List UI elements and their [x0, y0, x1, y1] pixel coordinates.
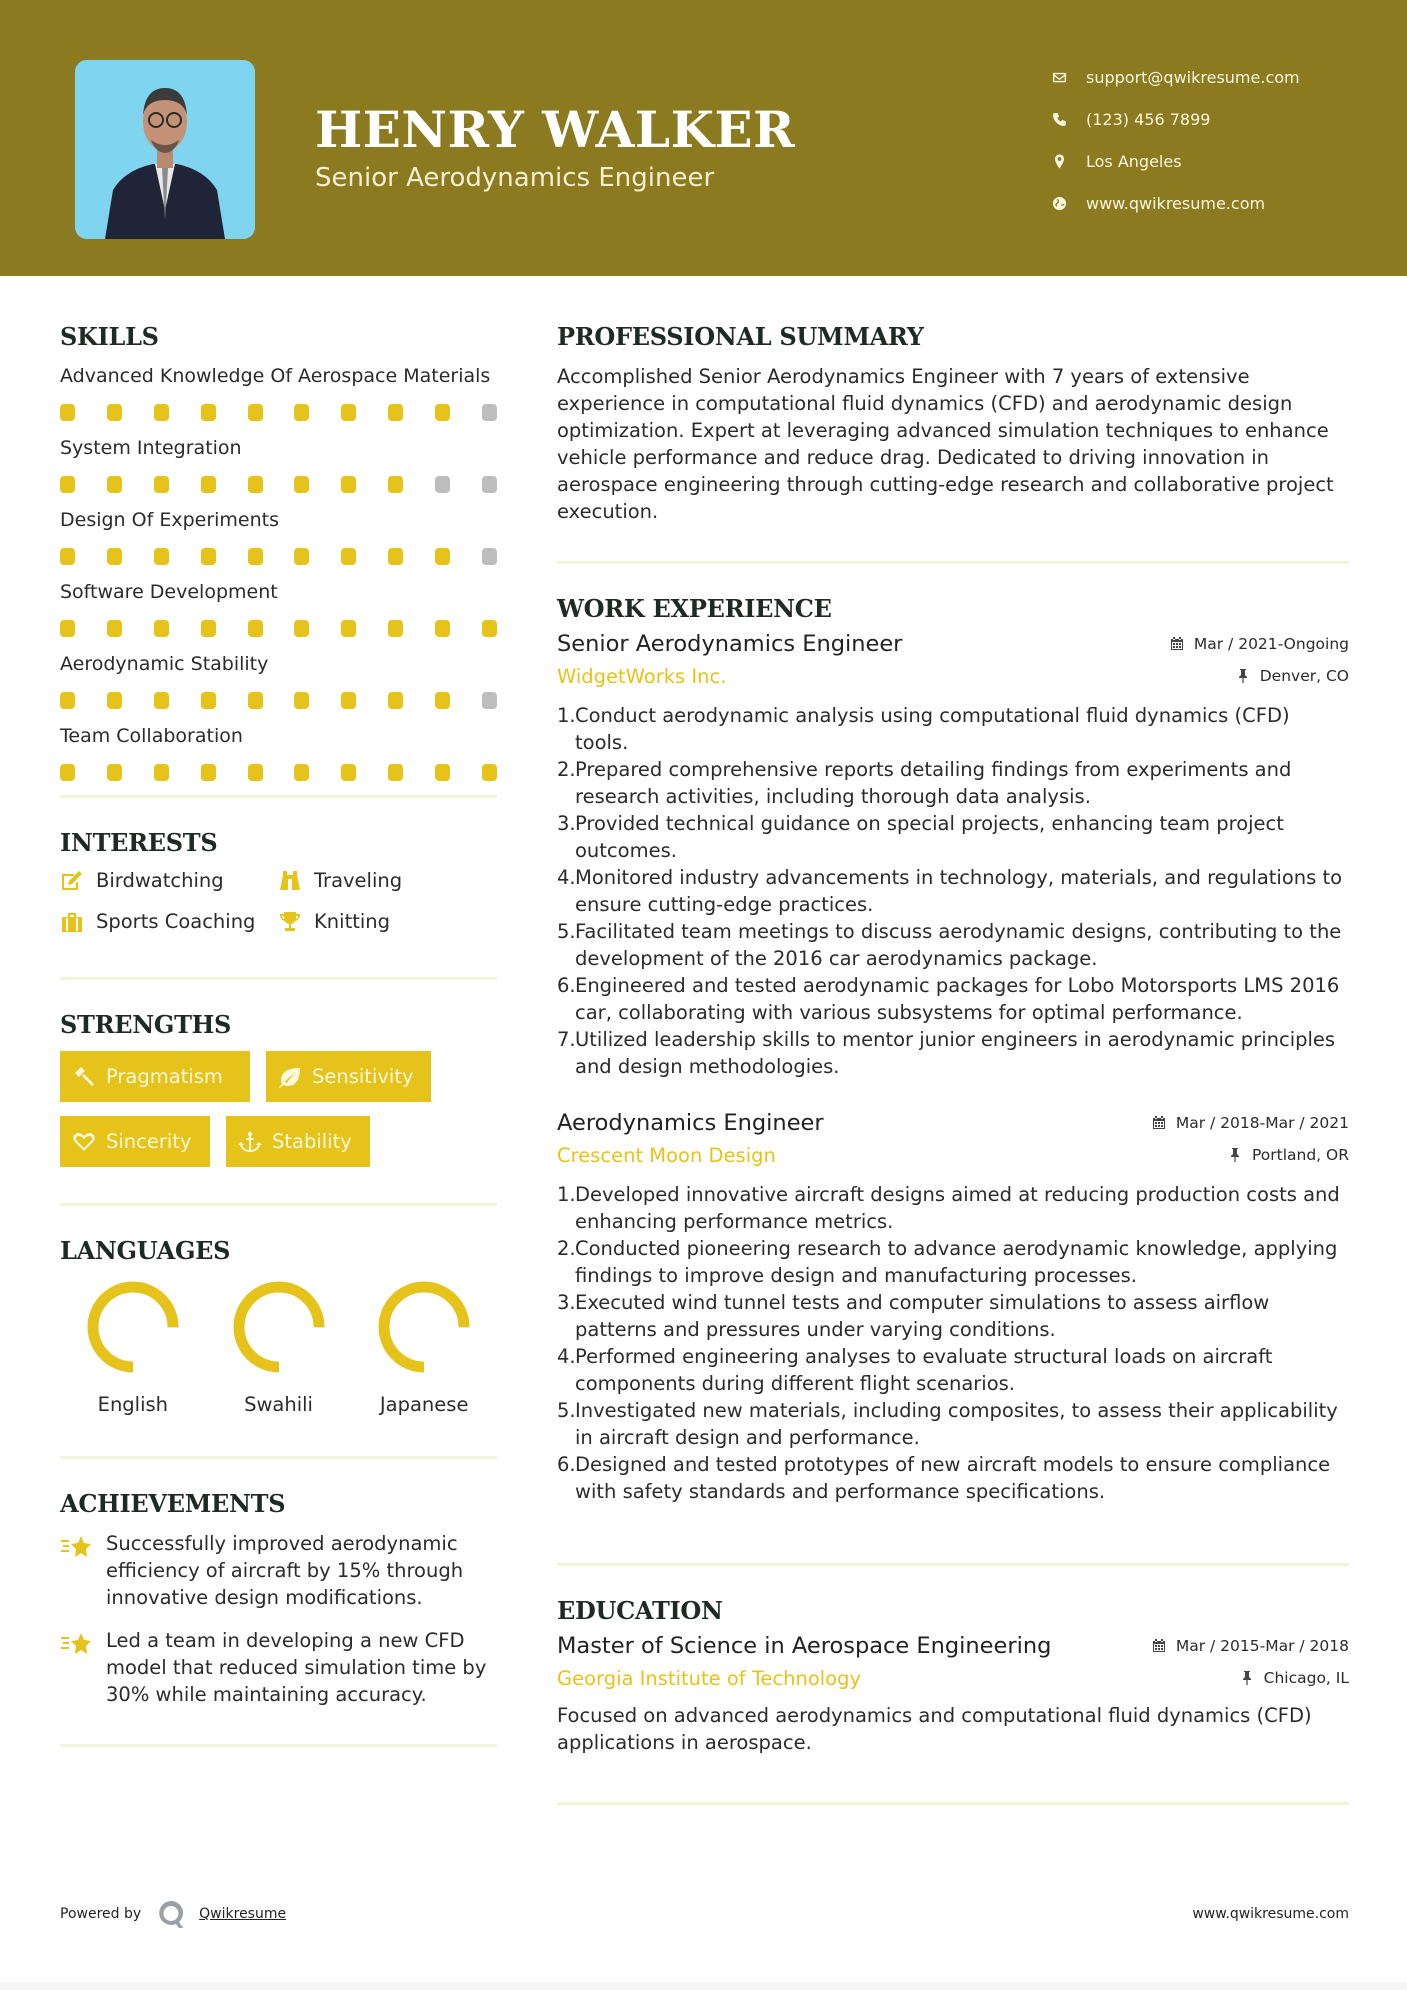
candidate-title: Senior Aerodynamics Engineer	[315, 163, 715, 193]
rating-dot-filled	[60, 404, 75, 421]
responsibility-text: Conducted pioneering research to advance aerodynamic knowledge, applying findings to improve design and manufacturing processes.	[575, 1237, 1338, 1287]
job-header	[557, 1110, 1349, 1136]
education-location	[1240, 1669, 1349, 1687]
contact-email[interactable]	[1052, 56, 1300, 98]
responsibility-text: Executed wind tunnel tests and computer simulations to assess airflow patterns and pressures under varying conditions.	[575, 1291, 1270, 1341]
school-name: Georgia Institute of Technology	[557, 1667, 862, 1690]
skill-rating	[60, 476, 497, 493]
section-divider	[60, 1203, 497, 1206]
trophy-icon	[278, 911, 314, 933]
list-number: 1.	[557, 704, 576, 727]
responsibility-text: Designed and tested prototypes of new aircraft models to ensure compliance with safety standards and performance specifications.	[575, 1453, 1331, 1503]
strength-chip	[60, 1051, 250, 1102]
strength-label: Sincerity	[106, 1130, 192, 1153]
contact-location	[1052, 140, 1300, 182]
contact-website[interactable]	[1052, 182, 1300, 224]
rating-dot-filled	[294, 548, 309, 565]
calendar-icon	[1152, 1638, 1166, 1653]
page-bottom-edge	[0, 1982, 1407, 1990]
company-name: WidgetWorks Inc.	[557, 665, 727, 688]
achievement-item	[60, 1627, 497, 1708]
rating-dot-filled	[294, 476, 309, 493]
person-photo-icon	[75, 60, 255, 239]
summary-section	[557, 322, 1349, 525]
heart-icon	[72, 1131, 106, 1153]
job-subheader	[557, 665, 1349, 688]
rating-dot-filled	[60, 548, 75, 565]
language-progress-ring-icon	[376, 1279, 472, 1375]
rating-dot-filled	[388, 620, 403, 637]
rating-dot-filled	[248, 620, 263, 637]
responsibility-item	[557, 756, 1349, 810]
responsibility-item	[557, 1289, 1349, 1343]
education-subheader	[557, 1667, 1349, 1690]
languages-section	[60, 1236, 497, 1416]
rating-dot-filled	[60, 764, 75, 781]
section-divider	[557, 1802, 1349, 1805]
summary-text: Accomplished Senior Aerodynamics Engineer with 7 years of extensive experience in computational fluid dynamics (CFD) and aerodynamic design optimization. Expert at leveraging advanced simulation techniques to enhance vehicle performance and reduce drag. Dedicated to driving innovation in aerospace engineering through cutting-edge research and collaborative project execution.	[557, 365, 1334, 523]
edit-icon	[60, 870, 96, 892]
anchor-icon	[238, 1131, 272, 1153]
job-subheader	[557, 1144, 1349, 1167]
rating-dot-filled	[435, 764, 450, 781]
rating-dot-filled	[388, 548, 403, 565]
contact-location-text: Los Angeles	[1086, 151, 1182, 171]
rating-dot-filled	[388, 404, 403, 421]
binoculars-icon	[278, 870, 314, 892]
section-divider	[60, 795, 497, 798]
education-description: Focused on advanced aerodynamics and computational fluid dynamics (CFD) applications in aerospace.	[557, 1704, 1312, 1754]
degree-name: Master of Science in Aerospace Engineering	[557, 1633, 1052, 1659]
suitcase-icon	[60, 911, 96, 933]
list-number: 6.	[557, 1453, 576, 1476]
responsibility-text: Monitored industry advancements in technology, materials, and regulations to ensure cutting-edge practices.	[575, 866, 1343, 916]
strengths-list	[60, 1051, 497, 1167]
responsibility-item	[557, 1181, 1349, 1235]
job-title: Senior Aerodynamics Engineer	[557, 631, 903, 657]
contact-phone[interactable]	[1052, 98, 1300, 140]
responsibility-item	[557, 1235, 1349, 1289]
rating-dot-filled	[294, 620, 309, 637]
gavel-icon	[72, 1066, 106, 1088]
rating-dot-filled	[201, 692, 216, 709]
responsibility-text: Provided technical guidance on special projects, enhancing team project outcomes.	[575, 812, 1284, 862]
rating-dot-filled	[201, 548, 216, 565]
rating-dot-filled	[154, 620, 169, 637]
phone-icon	[1052, 112, 1086, 127]
job-entry	[557, 631, 1349, 1080]
job-entry	[557, 1110, 1349, 1505]
language-item	[351, 1279, 497, 1416]
qwikresume-link[interactable]: Qwikresume	[199, 1906, 287, 1922]
pushpin-icon	[1240, 1670, 1254, 1685]
skill-rating	[60, 620, 497, 637]
rating-dot-filled	[154, 548, 169, 565]
section-divider	[60, 977, 497, 980]
interest-item	[278, 910, 478, 933]
languages-list	[60, 1279, 497, 1416]
rating-dot-filled	[248, 764, 263, 781]
job-responsibilities	[557, 1181, 1349, 1505]
strength-chip	[60, 1116, 210, 1167]
rating-dot-filled	[107, 548, 122, 565]
calendar-icon	[1152, 1115, 1166, 1130]
skill-rating	[60, 548, 497, 565]
responsibility-text: Conduct aerodynamic analysis using computational fluid dynamics (CFD) tools.	[575, 704, 1290, 754]
list-number: 7.	[557, 1028, 576, 1051]
pushpin-icon	[1228, 1147, 1242, 1162]
responsibility-text: Facilitated team meetings to discuss aerodynamic designs, contributing to the development of the 2016 car aerodynamics package.	[575, 920, 1342, 970]
contact-phone-text: (123) 456 7899	[1086, 109, 1211, 129]
rating-dot-filled	[388, 476, 403, 493]
right-column	[557, 322, 1349, 1805]
strengths-section	[60, 1010, 497, 1167]
list-number: 3.	[557, 812, 576, 835]
experience-section	[557, 594, 1349, 1505]
job-location-text: Portland, OR	[1251, 1145, 1349, 1164]
responsibility-text: Investigated new materials, including composites, to assess their applicability in aircraft design and performance.	[575, 1399, 1338, 1449]
skill-name: Design Of Experiments	[60, 509, 280, 531]
education-dates	[1152, 1637, 1349, 1655]
star-icon	[60, 1530, 106, 1611]
interests-heading: INTERESTS	[60, 828, 218, 857]
job-responsibilities	[557, 702, 1349, 1080]
responsibility-text: Utilized leadership skills to mentor junior engineers in aerodynamic principles and design methodologies.	[575, 1028, 1336, 1078]
rating-dot-filled	[60, 620, 75, 637]
contact-email-text: support@qwikresume.com	[1086, 67, 1300, 87]
rating-dot-filled	[248, 404, 263, 421]
skill-name: System Integration	[60, 437, 242, 459]
resume-header	[0, 0, 1407, 276]
contact-list	[1052, 56, 1300, 224]
rating-dot-filled	[294, 764, 309, 781]
powered-by-label: Powered by	[60, 1906, 142, 1922]
interest-label: Birdwatching	[96, 869, 224, 892]
pushpin-icon	[1236, 668, 1250, 683]
rating-dot-filled	[201, 764, 216, 781]
interest-item	[278, 869, 478, 892]
candidate-name: HENRY WALKER	[315, 100, 796, 159]
interests-section	[60, 828, 497, 933]
rating-dot-filled	[107, 620, 122, 637]
interest-item	[60, 869, 278, 892]
strength-chip	[266, 1051, 431, 1102]
skill-name: Team Collaboration	[60, 725, 243, 747]
skill-name: Advanced Knowledge Of Aerospace Materials	[60, 365, 491, 387]
job-location	[1228, 1146, 1349, 1164]
education-dates-text: Mar / 2015-Mar / 2018	[1175, 1636, 1349, 1655]
skill-rating	[60, 404, 497, 421]
skill-name: Aerodynamic Stability	[60, 653, 269, 675]
achievement-item	[60, 1530, 497, 1611]
rating-dot-filled	[435, 548, 450, 565]
rating-dot-filled	[107, 404, 122, 421]
list-number: 5.	[557, 1399, 576, 1422]
languages-heading: LANGUAGES	[60, 1236, 231, 1265]
language-progress-ring-icon	[85, 1279, 181, 1375]
rating-dot-filled	[60, 692, 75, 709]
list-number: 6.	[557, 974, 576, 997]
language-name: Japanese	[379, 1393, 469, 1416]
map-marker-icon	[1052, 154, 1086, 169]
strength-label: Sensitivity	[312, 1065, 414, 1088]
job-dates-text: Mar / 2021-Ongoing	[1193, 634, 1349, 653]
rating-dot-filled	[154, 692, 169, 709]
education-section	[557, 1596, 1349, 1756]
experience-heading: WORK EXPERIENCE	[557, 594, 832, 623]
achievement-text: Led a team in developing a new CFD model that reduced simulation time by 30% while maintaining accuracy.	[106, 1629, 487, 1706]
list-number: 2.	[557, 758, 576, 781]
rating-dot-filled	[435, 404, 450, 421]
job-dates	[1170, 635, 1349, 653]
responsibility-item	[557, 702, 1349, 756]
section-divider	[557, 1563, 1349, 1566]
section-divider	[60, 1456, 497, 1459]
achievements-section	[60, 1489, 497, 1708]
section-divider	[557, 561, 1349, 564]
rating-dot-filled	[107, 476, 122, 493]
responsibility-item	[557, 1397, 1349, 1451]
responsibility-item	[557, 1451, 1349, 1505]
rating-dot-filled	[201, 476, 216, 493]
rating-dot-empty	[482, 476, 497, 493]
rating-dot-filled	[341, 764, 356, 781]
rating-dot-filled	[388, 764, 403, 781]
rating-dot-filled	[294, 692, 309, 709]
rating-dot-filled	[60, 476, 75, 493]
footer-website[interactable]: www.qwikresume.com	[1192, 1906, 1349, 1922]
job-location-text: Denver, CO	[1259, 666, 1349, 685]
list-number: 1.	[557, 1183, 576, 1206]
skills-heading: SKILLS	[60, 322, 159, 351]
profile-photo	[75, 60, 255, 239]
rating-dot-empty	[435, 476, 450, 493]
rating-dot-empty	[482, 692, 497, 709]
strength-chip	[226, 1116, 370, 1167]
rating-dot-filled	[435, 692, 450, 709]
envelope-icon	[1052, 70, 1086, 85]
rating-dot-filled	[294, 404, 309, 421]
rating-dot-filled	[248, 692, 263, 709]
summary-heading: PROFESSIONAL SUMMARY	[557, 322, 924, 351]
section-divider	[60, 1744, 497, 1747]
jobs-list	[557, 631, 1349, 1505]
achievements-heading: ACHIEVEMENTS	[60, 1489, 286, 1518]
rating-dot-filled	[248, 476, 263, 493]
responsibility-item	[557, 864, 1349, 918]
powered-by	[60, 1898, 286, 1930]
rating-dot-filled	[107, 692, 122, 709]
page-footer	[60, 1898, 1349, 1930]
rating-dot-filled	[341, 692, 356, 709]
rating-dot-filled	[154, 404, 169, 421]
calendar-icon	[1170, 636, 1184, 651]
interest-label: Knitting	[314, 910, 391, 933]
job-dates	[1152, 1114, 1349, 1132]
leaf-icon	[278, 1066, 312, 1088]
rating-dot-filled	[154, 476, 169, 493]
company-name: Crescent Moon Design	[557, 1144, 776, 1167]
skill-rating	[60, 764, 497, 781]
language-name: Swahili	[244, 1393, 313, 1416]
skills-list	[60, 363, 497, 781]
language-item	[60, 1279, 206, 1416]
rating-dot-filled	[388, 692, 403, 709]
rating-dot-filled	[482, 620, 497, 637]
interest-label: Sports Coaching	[96, 910, 256, 933]
skill-rating	[60, 692, 497, 709]
responsibility-text: Developed innovative aircraft designs aimed at reducing production costs and enhancing performance metrics.	[575, 1183, 1340, 1233]
skill-name: Software Development	[60, 581, 278, 603]
interest-label: Traveling	[314, 869, 403, 892]
contact-website-text: www.qwikresume.com	[1086, 193, 1266, 213]
education-header	[557, 1633, 1349, 1659]
rating-dot-filled	[154, 764, 169, 781]
job-header	[557, 631, 1349, 657]
list-number: 3.	[557, 1291, 576, 1314]
responsibility-item	[557, 972, 1349, 1026]
rating-dot-filled	[341, 476, 356, 493]
responsibility-item	[557, 1026, 1349, 1080]
language-progress-ring-icon	[231, 1279, 327, 1375]
qwikresume-logo-icon	[155, 1898, 187, 1930]
responsibility-text: Engineered and tested aerodynamic packages for Lobo Motorsports LMS 2016 car, collaborating with various subsystems for optimal performance.	[575, 974, 1340, 1024]
rating-dot-filled	[201, 404, 216, 421]
strength-label: Pragmatism	[106, 1065, 223, 1088]
rating-dot-filled	[201, 620, 216, 637]
list-number: 4.	[557, 866, 576, 889]
job-dates-text: Mar / 2018-Mar / 2021	[1175, 1113, 1349, 1132]
left-column	[60, 322, 497, 1747]
rating-dot-empty	[482, 548, 497, 565]
strength-label: Stability	[272, 1130, 352, 1153]
education-heading: EDUCATION	[557, 1596, 723, 1625]
interests-list	[60, 869, 497, 933]
rating-dot-filled	[341, 548, 356, 565]
language-name: English	[97, 1393, 169, 1416]
strengths-heading: STRENGTHS	[60, 1010, 232, 1039]
responsibility-item	[557, 1343, 1349, 1397]
job-title: Aerodynamics Engineer	[557, 1110, 824, 1136]
language-item	[206, 1279, 352, 1416]
star-icon	[60, 1627, 106, 1708]
list-number: 4.	[557, 1345, 576, 1368]
rating-dot-filled	[341, 620, 356, 637]
responsibility-item	[557, 810, 1349, 864]
rating-dot-filled	[107, 764, 122, 781]
list-number: 5.	[557, 920, 576, 943]
rating-dot-filled	[482, 764, 497, 781]
rating-dot-filled	[248, 548, 263, 565]
globe-icon	[1052, 196, 1086, 211]
responsibility-item	[557, 918, 1349, 972]
achievement-text: Successfully improved aerodynamic efficiency of aircraft by 15% through innovative design modifications.	[106, 1532, 464, 1609]
job-location	[1236, 667, 1349, 685]
interest-item	[60, 910, 278, 933]
rating-dot-empty	[482, 404, 497, 421]
skills-section	[60, 322, 497, 781]
education-location-text: Chicago, IL	[1263, 1668, 1349, 1687]
rating-dot-filled	[341, 404, 356, 421]
responsibility-text: Prepared comprehensive reports detailing findings from experiments and research activities, including thorough data analysis.	[575, 758, 1292, 808]
rating-dot-filled	[435, 620, 450, 637]
list-number: 2.	[557, 1237, 576, 1260]
responsibility-text: Performed engineering analyses to evaluate structural loads on aircraft components during different flight scenarios.	[575, 1345, 1273, 1395]
